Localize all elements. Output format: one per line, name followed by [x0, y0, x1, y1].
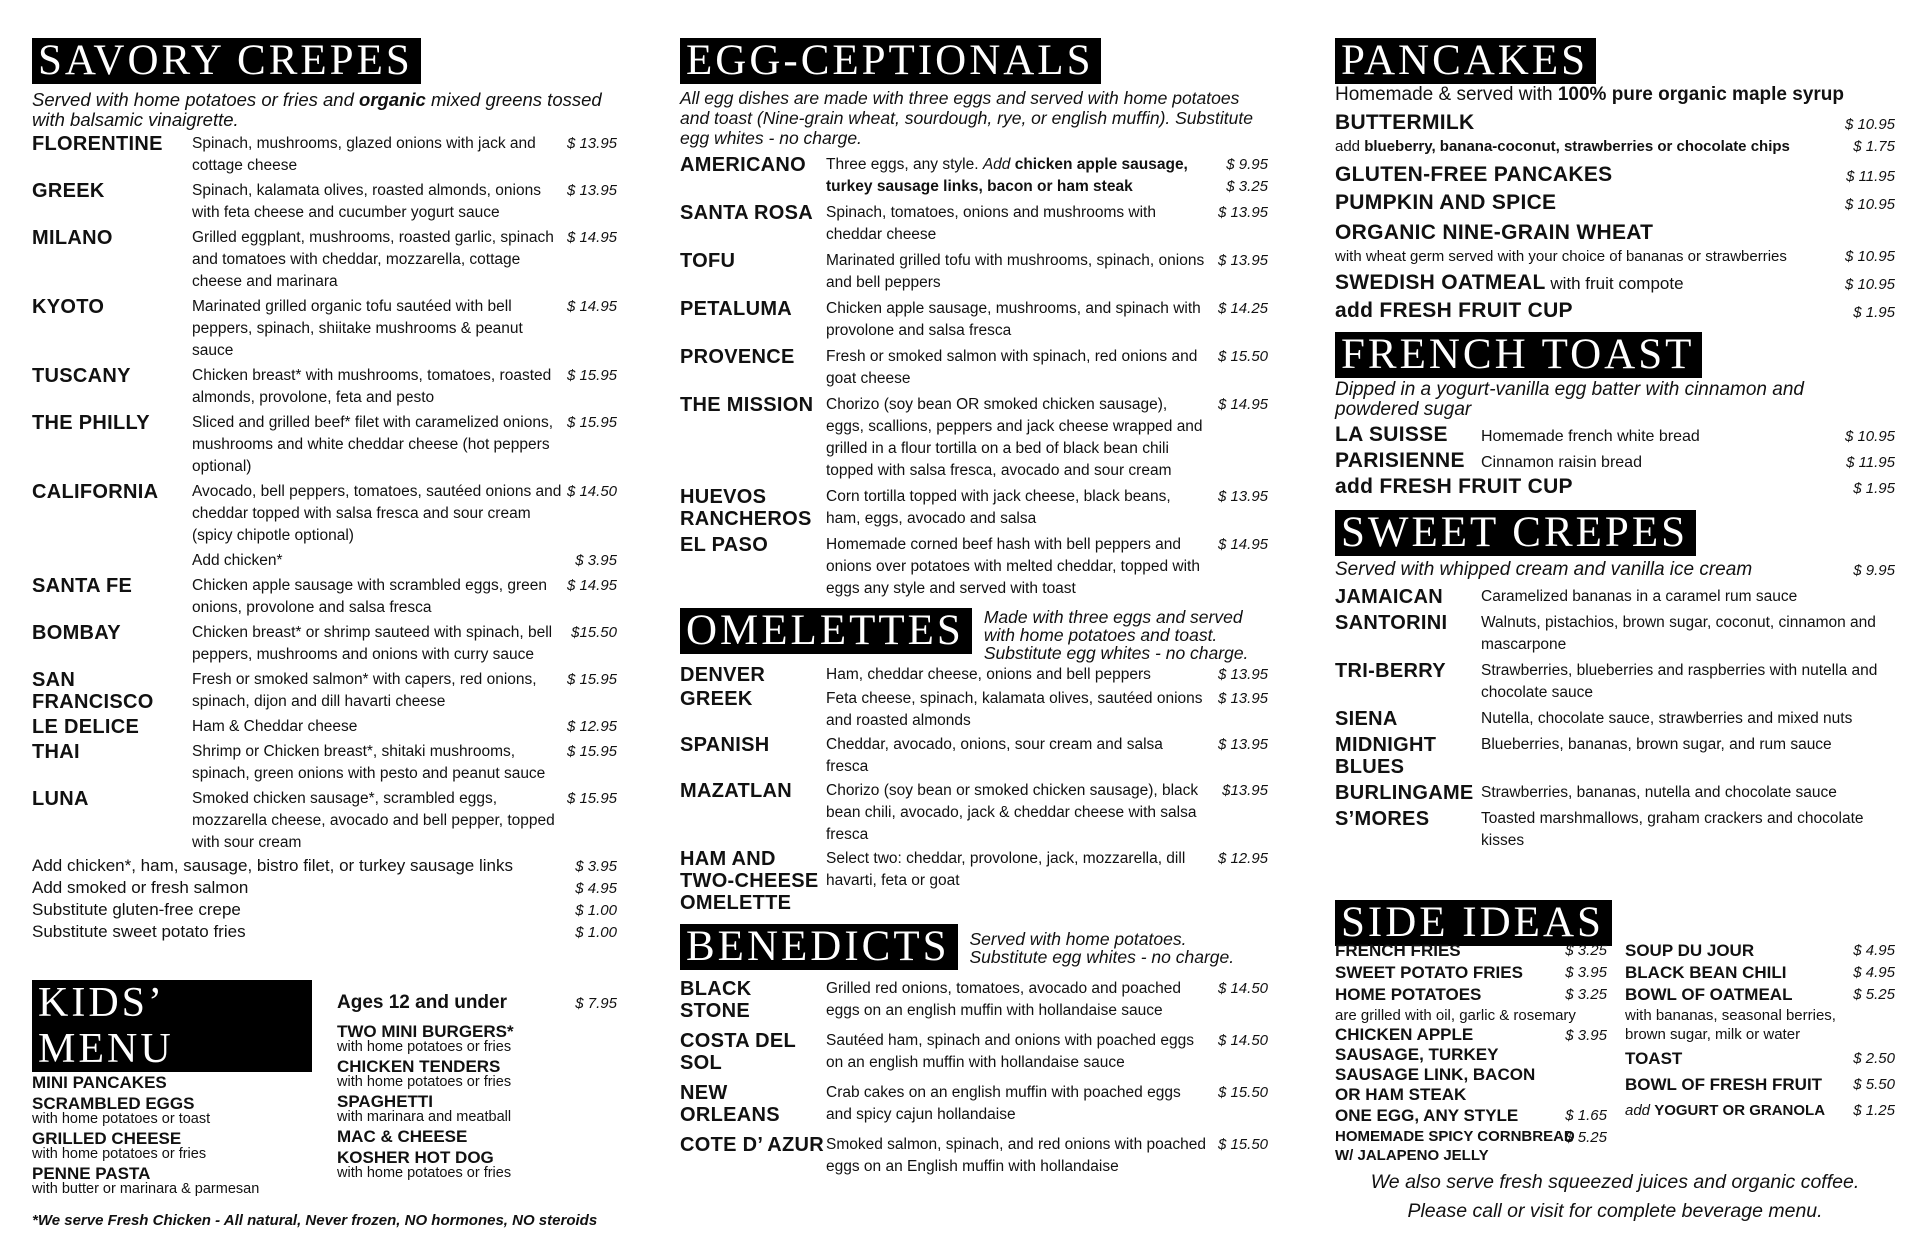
menu-item-addon: add blueberry, banana-coconut, strawberries or chocolate chips $ 1.75	[1335, 138, 1895, 155]
menu-item	[32, 481, 617, 547]
menu-item: PUMPKIN AND SPICE $ 10.95	[1335, 191, 1895, 214]
menu-item	[680, 298, 1268, 342]
menu-item	[680, 1134, 1268, 1178]
item-name: PARISIENNE	[1335, 449, 1465, 472]
kids-item-name: SCRAMBLED EGGS	[32, 1094, 195, 1113]
item-price: $ 9.95 $ 3.25	[1226, 156, 1268, 195]
item-price: $ 15.95	[566, 743, 617, 760]
item-price: $ 15.95	[566, 414, 617, 431]
item-desc: Cinnamon raisin bread	[1481, 454, 1642, 471]
omelettes-intro: Made with three eggs and served with home potatoes and toast. Substitute egg whites - no charge.	[983, 607, 1249, 663]
benedicts-header	[680, 924, 1268, 970]
item-desc: Fresh or smoked salmon* with capers, red onions, spinach, dijon and dill havarti cheese	[192, 671, 537, 710]
kids-ages: Ages 12 and under	[337, 992, 507, 1013]
menu-item	[680, 534, 1268, 600]
menu-item	[680, 250, 1268, 294]
menu-item	[32, 296, 617, 362]
addon-row	[32, 922, 617, 944]
pancakes-title: PANCAKES	[1335, 38, 1596, 84]
kids-price: $ 7.95	[575, 995, 617, 1012]
item-name: HAM AND TWO-CHEESE OMELETTE	[680, 848, 819, 914]
item-desc: Marinated grilled organic tofu sautéed with bell peppers, spinach, shiitake mushrooms & peanut sauce	[192, 298, 523, 359]
side-item: add YOGURT OR GRANOLA $ 1.25	[1625, 1102, 1895, 1119]
item-price: $ 14.95	[1217, 396, 1268, 413]
item-name: AMERICANO	[680, 154, 807, 176]
menu-item	[680, 346, 1268, 390]
kids-item-desc: with home potatoes or fries	[32, 1146, 207, 1162]
item-name: THE MISSION	[680, 394, 814, 416]
kids-item-desc: with home potatoes or fries	[337, 1074, 512, 1090]
item-price: $ 15.50	[1217, 348, 1268, 365]
omelettes-list	[680, 664, 1268, 914]
menu-item: add FRESH FRUIT CUP $ 1.95	[1335, 475, 1895, 498]
kids-item-desc: with butter or marinara & parmesan	[32, 1181, 260, 1197]
item-price: $ 14.25	[1217, 300, 1268, 317]
item-desc: Smoked chicken sausage*, scrambled eggs, mozzarella cheese, avocado and bell pepper, topped with sour cream	[192, 790, 555, 851]
sides-left	[1335, 940, 1607, 1165]
side-item: HOMEMADE SPICY CORNBREAD W/ JALAPENO JELLY $ 5.25	[1335, 1128, 1607, 1164]
item-desc: Crab cakes on an english muffin with poached eggs and spicy cajun hollandaise	[826, 1084, 1181, 1123]
item-desc: Shrimp or Chicken breast*, shitaki mushrooms, spinach, green onions with pesto and peanut sauce	[192, 743, 546, 782]
item-price: $ 13.95	[1217, 488, 1268, 505]
menu-item: BUTTERMILK $ 10.95	[1335, 111, 1895, 134]
item-desc: Strawberries, blueberries and raspberries with nutella and chocolate sauce	[1481, 662, 1878, 701]
sweet-crepes-title: SWEET CREPES	[1335, 510, 1696, 556]
menu-item	[680, 688, 1268, 732]
kids-item-name: CHICKEN TENDERS	[337, 1057, 501, 1076]
menu-item: ORGANIC NINE-GRAIN WHEAT with wheat germ served with your choice of bananas or strawberries $ 10.95	[1335, 221, 1895, 265]
menu-item	[680, 394, 1268, 482]
item-price: $ 13.95	[1217, 666, 1268, 683]
item-name: DENVER	[680, 664, 766, 686]
item-price: $ 14.50	[1217, 1032, 1268, 1049]
item-name: PROVENCE	[680, 346, 795, 368]
item-desc: Marinated grilled tofu with mushrooms, spinach, onions and bell peppers	[826, 252, 1205, 291]
savory-intro: Served with home potatoes or fries and organic mixed greens tossed with balsamic vinaigrette.	[32, 89, 602, 130]
addon-row	[32, 878, 617, 900]
item-price: $ 13.95	[566, 182, 617, 199]
benedicts-intro: Served with home potatoes. Substitute egg whites - no charge.	[969, 929, 1235, 967]
sweet-list	[1335, 586, 1895, 852]
item-desc: Corn tortilla topped with jack cheese, black beans, ham, eggs, avocado and salsa	[826, 488, 1171, 527]
menu-item	[680, 848, 1268, 914]
egg-ceptionals-title: EGG-CEPTIONALS	[680, 38, 1101, 84]
closing-note: We also serve fresh squeezed juices and organic coffee. Please call or visit for complete beverage menu.	[1370, 1171, 1860, 1222]
item-name: LE DELICE	[32, 716, 140, 738]
menu-item	[1335, 734, 1895, 778]
kids-item-name: MINI PANCAKES	[32, 1073, 167, 1092]
item-name: SPANISH	[680, 734, 770, 756]
eggs-list	[680, 202, 1268, 600]
menu-item	[32, 412, 617, 478]
menu-item	[32, 133, 617, 177]
item-name: TRI-BERRY	[1335, 660, 1446, 682]
kids-left	[32, 980, 312, 1200]
sweet-price: $ 9.95	[1853, 562, 1895, 579]
item-desc: Cheddar, avocado, onions, sour cream and salsa fresca	[826, 736, 1163, 775]
side-ideas	[1335, 899, 1895, 1164]
side-item: HOME POTATOES $ 3.25	[1335, 985, 1607, 1004]
item-desc: Chicken apple sausage, mushrooms, and spinach with provolone and salsa fresca	[826, 300, 1201, 339]
item-price: $ 14.95	[566, 229, 617, 246]
item-price: $ 14.95	[566, 577, 617, 594]
item-desc: Fresh or smoked salmon with spinach, red onions and goat cheese	[826, 348, 1198, 387]
kids-item-name: TWO MINI BURGERS*	[337, 1022, 514, 1041]
kids-item-desc: with marinara and meatball	[337, 1109, 512, 1125]
item-name: LUNA	[32, 788, 89, 810]
menu-item	[32, 550, 617, 572]
item-name: EL PASO	[680, 534, 769, 556]
kids-right	[337, 992, 617, 1184]
addon-price: $ 1.00	[575, 902, 617, 919]
item-price: $ 12.95	[566, 718, 617, 735]
item-desc: Spinach, mushrooms, glazed onions with jack and cottage cheese	[192, 135, 536, 174]
menu-item	[1335, 586, 1895, 608]
menu-item: SWEDISH OATMEAL with fruit compote $ 10.95	[1335, 271, 1895, 294]
menu-item	[680, 978, 1268, 1022]
side-item: ONE EGG, ANY STYLE $ 1.65	[1335, 1106, 1607, 1125]
item-desc: Chicken breast* with mushrooms, tomatoes, roasted almonds, provolone, feta and pesto	[192, 367, 552, 406]
omelettes-header	[680, 608, 1268, 662]
menu-item	[680, 1082, 1268, 1126]
item-price: $ 15.50	[1217, 1084, 1268, 1101]
kids-item-desc: with home potatoes or fries	[337, 1039, 512, 1055]
side-item: BOWL OF FRESH FRUIT $ 5.50	[1625, 1075, 1895, 1094]
french-toast-title: FRENCH TOAST	[1335, 332, 1702, 378]
eggs-intro: All egg dishes are made with three eggs and served with home potatoes and toast (Nine-grain wheat, sourdough, rye, or english muffin). Substitute egg whites - no charge.	[680, 88, 1253, 148]
kids-item-name: KOSHER HOT DOG	[337, 1148, 494, 1167]
item-desc: Toasted marshmallows, graham crackers and chocolate kisses	[1481, 810, 1864, 849]
menu-item	[1335, 660, 1895, 704]
item-name: TUSCANY	[32, 365, 131, 387]
menu-item: add FRESH FRUIT CUP $ 1.95	[1335, 299, 1895, 322]
item-name: S’MORES	[1335, 808, 1430, 830]
omelettes-title: OMELETTES	[680, 608, 972, 654]
item-name: THAI	[32, 741, 80, 763]
footnote: *We serve Fresh Chicken - All natural, Never frozen, NO hormones, NO steroids	[32, 1212, 598, 1229]
item-name: GREEK	[32, 180, 105, 202]
item-name: SIENA	[1335, 708, 1398, 730]
item-name: JAMAICAN	[1335, 586, 1443, 608]
item-price: $ 13.95	[1217, 736, 1268, 753]
addon-price: $ 3.95	[575, 858, 617, 875]
menu-item	[1335, 448, 1895, 474]
column-left	[32, 38, 617, 944]
item-name: COSTA DEL SOL	[680, 1030, 796, 1074]
item-name: BURLINGAME	[1335, 782, 1474, 804]
item-desc: Sautéed ham, spinach and onions with poached eggs on an english muffin with hollandaise sauce	[826, 1032, 1194, 1071]
menu-item	[32, 365, 617, 409]
item-desc: Walnuts, pistachios, brown sugar, coconut, cinnamon and mascarpone	[1481, 614, 1876, 653]
item-name: SANTA FE	[32, 575, 133, 597]
item-name: NEW ORLEANS	[680, 1082, 780, 1126]
item-desc: Chorizo (soy bean or smoked chicken sausage), black bean chili, avocado, jack & cheddar cheese with salsa fresca	[826, 782, 1199, 843]
item-price: $13.95	[1222, 782, 1268, 799]
item-desc: Three eggs, any style. Add chicken apple sausage, turkey sausage links, bacon or ham steak	[826, 156, 1188, 195]
item-name: SANTA ROSA	[680, 202, 813, 224]
item-name: KYOTO	[32, 296, 105, 318]
menu-item	[680, 734, 1268, 778]
item-price: $ 10.95	[1844, 428, 1895, 445]
item-name: FLORENTINE	[32, 133, 163, 155]
item-name: BLACK STONE	[680, 978, 752, 1022]
item-desc: Nutella, chocolate sauce, strawberries and mixed nuts	[1481, 710, 1853, 727]
item-desc: Strawberries, bananas, nutella and chocolate sauce	[1481, 784, 1837, 801]
item-price: $ 13.95	[1217, 690, 1268, 707]
item-name: LA SUISSE	[1335, 423, 1448, 446]
side-item: SWEET POTATO FRIES $ 3.95	[1335, 963, 1607, 982]
item-desc: Ham, cheddar cheese, onions and bell peppers	[826, 666, 1151, 683]
addon-row	[32, 900, 617, 922]
item-price: $ 3.95	[575, 552, 617, 569]
benedicts-list	[680, 978, 1268, 1178]
item-price: $ 15.50	[1217, 1136, 1268, 1153]
menu-item	[680, 154, 1268, 198]
menu-item	[32, 622, 617, 666]
menu-item	[32, 669, 617, 713]
french-intro: Dipped in a yogurt-vanilla egg batter with cinnamon and powdered sugar	[1335, 379, 1804, 420]
item-desc: Chicken apple sausage with scrambled eggs, green onions, provolone and salsa fresca	[192, 577, 547, 616]
item-desc: Homemade corned beef hash with bell peppers and onions over potatoes with melted cheddar, topped with eggs any style and served with toast	[826, 536, 1200, 597]
item-name: HUEVOS RANCHEROS	[680, 486, 812, 530]
menu-item	[1335, 422, 1895, 448]
item-price: $ 15.95	[566, 367, 617, 384]
menu-item	[32, 227, 617, 293]
menu-item	[32, 741, 617, 785]
item-name: PETALUMA	[680, 298, 793, 320]
addon-label: Substitute gluten-free crepe	[32, 900, 241, 919]
addon-price: $ 1.00	[575, 924, 617, 941]
kids-item-name: SPAGHETTI	[337, 1092, 434, 1111]
addon-label: Add chicken*, ham, sausage, bistro filet, or turkey sausage links	[32, 856, 513, 875]
sweet-intro: Served with whipped cream and vanilla ice cream	[1335, 559, 1753, 580]
item-desc: Feta cheese, spinach, kalamata olives, sautéed onions and roasted almonds	[826, 690, 1203, 729]
side-item: SOUP DU JOUR $ 4.95	[1625, 941, 1895, 960]
item-price: $ 12.95	[1217, 850, 1268, 867]
item-name: GREEK	[680, 688, 753, 710]
item-price: $ 13.95	[1217, 252, 1268, 269]
item-desc: Homemade french white bread	[1481, 428, 1700, 445]
menu-item	[680, 486, 1268, 530]
item-price: $ 13.95	[1217, 204, 1268, 221]
item-desc: Spinach, kalamata olives, roasted almonds, onions with feta cheese and cucumber yogurt sauce	[192, 182, 541, 221]
item-price: $ 14.50	[1217, 980, 1268, 997]
savory-crepes-title: SAVORY CREPES	[32, 38, 421, 84]
item-desc: Select two: cheddar, provolone, jack, mozzarella, dill havarti, feta or goat	[826, 850, 1186, 889]
addon-price: $ 4.95	[575, 880, 617, 897]
item-price: $15.50	[571, 624, 617, 641]
kids-item-desc: with home potatoes or toast	[32, 1111, 211, 1127]
side-item: TOAST $ 2.50	[1625, 1049, 1895, 1068]
item-price: $ 14.95	[566, 298, 617, 315]
menu-item	[1335, 782, 1895, 804]
menu-item	[680, 202, 1268, 246]
side-item: BLACK BEAN CHILI $ 4.95	[1625, 963, 1895, 982]
item-desc: Avocado, bell peppers, tomatoes, sautéed onions and cheddar topped with salsa fresca and sour cream (spicy chipotle optional)	[192, 483, 562, 544]
kids-menu-title: KIDS’ MENU	[32, 980, 312, 1072]
menu-item	[1335, 808, 1895, 852]
item-desc: Smoked salmon, spinach, and red onions with poached eggs on an English muffin with hollandaise	[826, 1136, 1206, 1175]
side-item: BOWL OF OATMEAL $ 5.25	[1625, 985, 1895, 1004]
pancakes-intro: Homemade & served with 100% pure organic maple syrup	[1335, 84, 1844, 105]
kids-item-name: GRILLED CHEESE	[32, 1129, 182, 1148]
addon-label: Substitute sweet potato fries	[32, 922, 246, 941]
item-price: $ 14.95	[1217, 536, 1268, 553]
menu-item	[680, 780, 1268, 846]
sweet-intro-row	[1335, 560, 1895, 582]
sides-right	[1625, 940, 1895, 1122]
item-desc: Blueberries, bananas, brown sugar, and rum sauce	[1481, 736, 1832, 753]
item-desc: Caramelized bananas in a caramel rum sauce	[1481, 588, 1798, 605]
item-desc: Sliced and grilled beef* filet with caramelized onions, mushrooms and white cheddar cheese (hot peppers optional)	[192, 414, 554, 475]
addon-row	[32, 856, 617, 878]
item-desc: Grilled eggplant, mushrooms, roasted garlic, spinach and tomatoes with cheddar, mozzarella, cottage cheese and marinara	[192, 229, 554, 290]
item-name: TOFU	[680, 250, 736, 272]
item-price: $ 15.95	[566, 671, 617, 688]
item-price: $ 13.95	[566, 135, 617, 152]
savory-addons	[32, 856, 617, 944]
item-desc: Grilled red onions, tomatoes, avocado and poached eggs on an english muffin with hollandaise sauce	[826, 980, 1182, 1019]
item-desc: Spinach, tomatoes, onions and mushrooms with cheddar cheese	[826, 204, 1156, 243]
item-name: SAN FRANCISCO	[32, 669, 154, 713]
item-name: MIDNIGHT BLUES	[1335, 734, 1437, 778]
menu-item	[1335, 708, 1895, 730]
item-price: $ 11.95	[1846, 454, 1895, 471]
item-desc: Chicken breast* or shrimp sauteed with spinach, bell peppers, mushrooms and onions with curry sauce	[192, 624, 553, 663]
menu-item	[680, 1030, 1268, 1074]
item-desc: Add chicken*	[192, 552, 283, 569]
menu-item	[1335, 612, 1895, 656]
kids-item-name: MAC & CHEESE	[337, 1127, 468, 1146]
side-ideas-title: SIDE IDEAS	[1335, 900, 1612, 946]
kids-item-desc: with home potatoes or fries	[337, 1165, 512, 1181]
side-desc: are grilled with oil, garlic & rosemary	[1335, 1007, 1576, 1024]
french-list	[1335, 422, 1895, 474]
item-desc: Ham & Cheddar cheese	[192, 718, 358, 735]
item-price: $ 14.50	[566, 483, 617, 500]
item-name: CALIFORNIA	[32, 481, 159, 503]
addon-label: Add smoked or fresh salmon	[32, 878, 249, 897]
side-item: FRENCH FRIES $ 3.25	[1335, 941, 1607, 960]
item-name: THE PHILLY	[32, 412, 150, 434]
menu-item	[32, 180, 617, 224]
item-name: COTE D’ AZUR	[680, 1134, 824, 1156]
item-price: $ 15.95	[566, 790, 617, 807]
menu-item	[32, 716, 617, 738]
side-desc: with bananas, seasonal berries, brown sugar, milk or water	[1625, 1007, 1836, 1043]
column-right	[1335, 38, 1895, 852]
side-item: CHICKEN APPLE SAUSAGE, TURKEY SAUSAGE LINK, BACON OR HAM STEAK $ 3.95	[1335, 1025, 1607, 1104]
menu-item: GLUTEN-FREE PANCAKES $ 11.95	[1335, 163, 1895, 186]
item-desc: Chorizo (soy bean OR smoked chicken sausage), eggs, scallions, peppers and jack cheese wrapped and grilled in a flour tortilla on a bed of black bean chili topped with salsa fresca, avocado and sour cream	[826, 396, 1203, 479]
menu-item	[680, 664, 1268, 686]
column-middle	[680, 38, 1268, 1178]
item-name: MAZATLAN	[680, 780, 792, 802]
item-name: SANTORINI	[1335, 612, 1448, 634]
benedicts-title: BENEDICTS	[680, 924, 958, 970]
item-name: MILANO	[32, 227, 113, 249]
menu-item	[32, 788, 617, 854]
item-name: BOMBAY	[32, 622, 121, 644]
kids-item-name: PENNE PASTA	[32, 1164, 151, 1183]
savory-list	[32, 133, 617, 854]
menu-item	[32, 575, 617, 619]
